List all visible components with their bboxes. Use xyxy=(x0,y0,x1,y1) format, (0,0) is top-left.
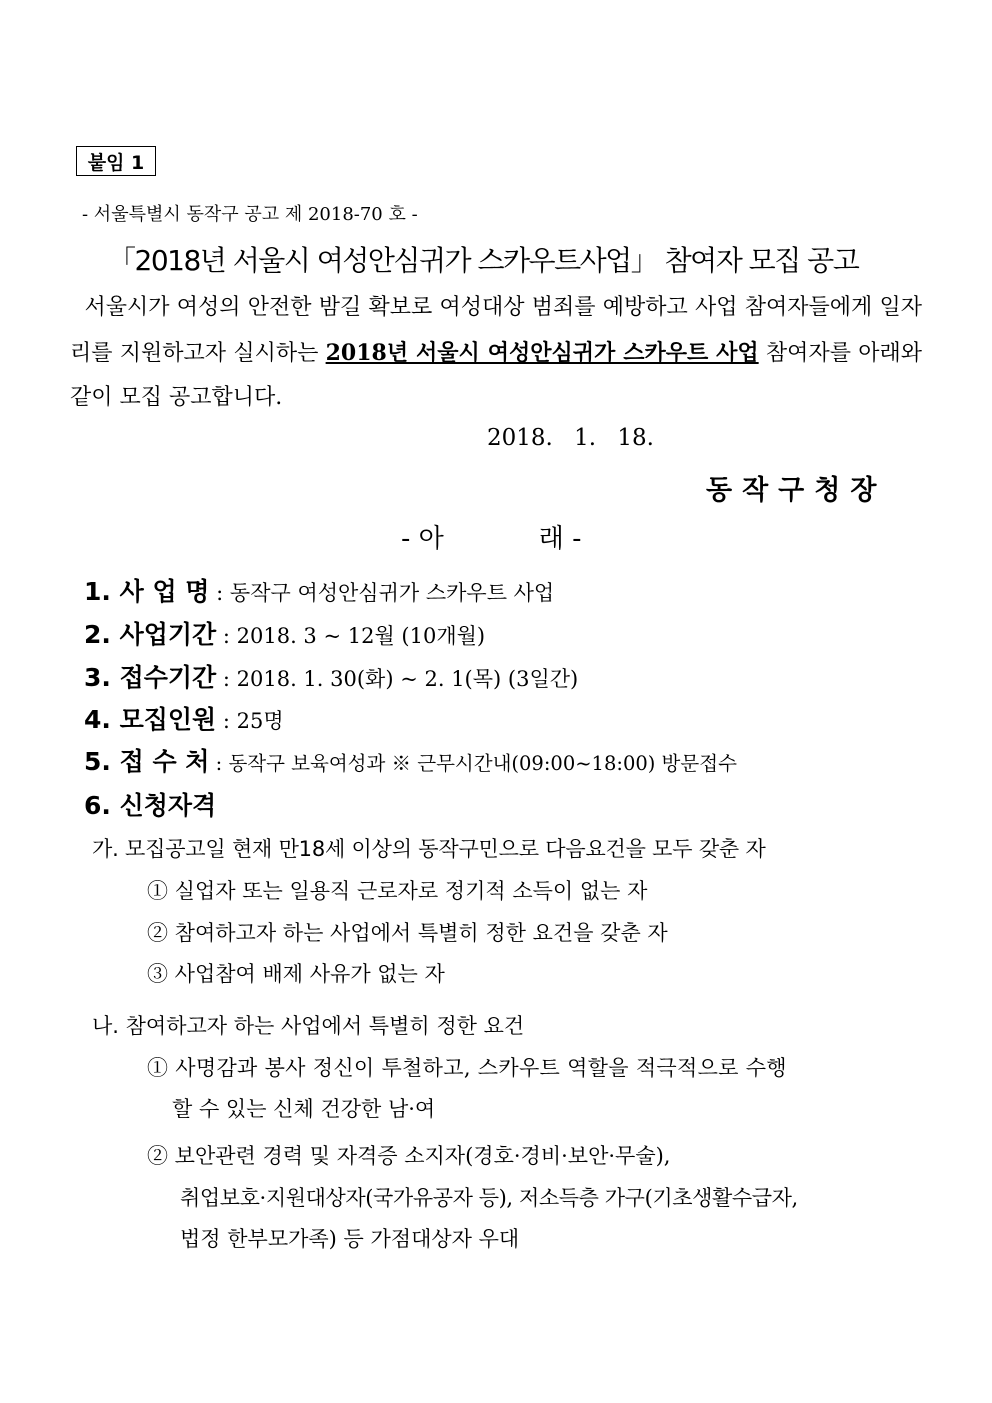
section-heading-right: 래 - xyxy=(538,524,582,554)
qualification-b-condition-1: ① 사명감과 봉사 정신이 투철하고, 스카우트 역할을 적극적으로 수행 xyxy=(147,1056,787,1080)
item-value: : 2018. 3 ~ 12월 (10개월) xyxy=(222,624,486,648)
item-label: 5. 접 수 처 xyxy=(84,747,210,776)
qualification-b-condition-1-cont: 할 수 있는 신체 건강한 남·여 xyxy=(172,1097,436,1121)
qualification-a-condition: ② 참여하고자 하는 사업에서 특별히 정한 요건을 갖춘 자 xyxy=(147,921,668,945)
section-heading-left: - 아 xyxy=(401,524,444,554)
item-label: 2. 사업기간 xyxy=(84,620,217,649)
list-item xyxy=(84,742,737,778)
attachment-label xyxy=(76,146,156,176)
list-item xyxy=(84,572,554,608)
qualification-b-condition-2-cont: 법정 한부모가족) 등 가점대상자 우대 xyxy=(180,1227,520,1251)
list-item xyxy=(84,786,216,822)
list-item xyxy=(84,700,284,736)
attachment-label-text: 붙임 1 xyxy=(87,151,145,174)
qualification-a-heading: 가. 모집공고일 현재 만18세 이상의 동작구민으로 다음요건을 모두 갖춘 자 xyxy=(92,837,766,861)
signer: 동작구청장 xyxy=(706,475,887,506)
qualification-b-condition-2-cont: 취업보호·지원대상자(국가유공자 등), 저소득층 가구(기초생활수급자, xyxy=(180,1186,798,1210)
item-label: 3. 접수기간 xyxy=(84,663,217,692)
intro-text-1: 서울시가 여성의 안전한 밤길 확보로 여성대상 범죄를 예방하고 사업 참여자들에게 일자리를 지원하고자 실시하는 xyxy=(70,295,922,366)
item-value: : 25명 xyxy=(222,709,284,733)
list-item xyxy=(84,615,485,651)
item-label: 4. 모집인원 xyxy=(84,705,217,734)
intro-paragraph xyxy=(70,286,922,421)
page-title: 「2018년 서울시 여성안심귀가 스카우트사업」 참여자 모집 공고 xyxy=(108,244,859,277)
item-value: : 2018. 1. 30(화) ~ 2. 1(목) (3일간) xyxy=(222,667,579,691)
item-label: 6. 신청자격 xyxy=(84,791,217,820)
qualification-a-condition: ③ 사업참여 배제 사유가 없는 자 xyxy=(147,962,445,986)
section-heading xyxy=(401,518,582,555)
qualification-a-condition: ① 실업자 또는 일용직 근로자로 정기적 소득이 없는 자 xyxy=(147,879,648,903)
qualification-b-condition-2: ② 보안관련 경력 및 자격증 소지자(경호·경비·보안·무술), xyxy=(147,1144,671,1168)
list-item xyxy=(84,658,578,694)
intro-text-2: 참여자를 아래와 같이 모집 공고합니다. xyxy=(70,340,922,410)
qualification-b-heading: 나. 참여하고자 하는 사업에서 특별히 정한 요건 xyxy=(92,1014,525,1038)
item-value: : 동작구 보육여성과 ※ 근무시간내(09:00~18:00) 방문접수 xyxy=(215,752,737,775)
item-label: 1. 사 업 명 xyxy=(84,577,210,606)
item-value: : 동작구 여성안심귀가 스카우트 사업 xyxy=(216,581,555,605)
notice-number: - 서울특별시 동작구 공고 제 2018-70 호 - xyxy=(82,204,418,225)
intro-underlined-project: 2018년 서울시 여성안심귀가 스카우트 사업 xyxy=(325,339,759,366)
notice-date: 2018. 1. 18. xyxy=(487,425,654,451)
